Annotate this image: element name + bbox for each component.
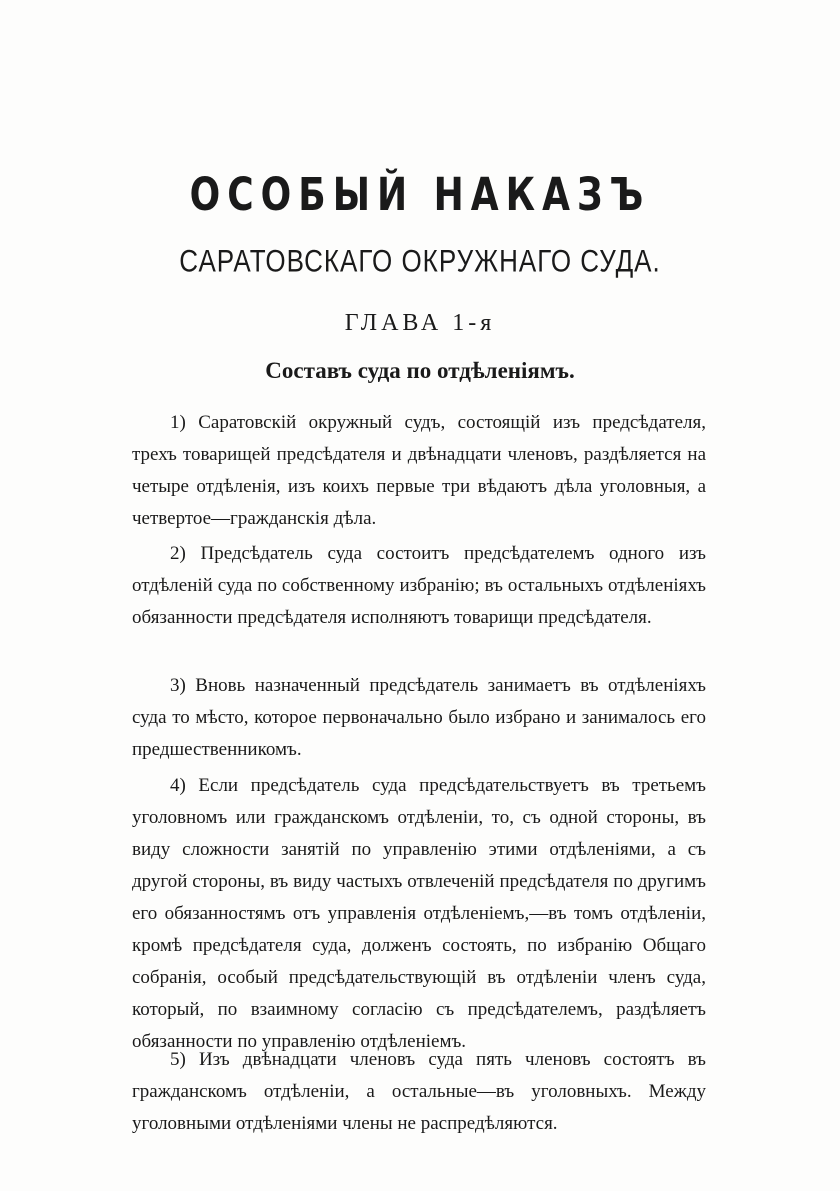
document-subtitle: САРАТОВСКАГО ОКРУЖНАГО СУДА.: [179, 242, 661, 279]
paragraph-2: 2) Предсѣдатель суда состоитъ предсѣдателемъ одного изъ отдѣленій суда по собственному избранію; въ остальныхъ отдѣленіяхъ обязанности предсѣдателя исполняютъ товарищи предсѣдателя.: [132, 543, 706, 628]
paragraph-4: 4) Если предсѣдатель суда предсѣдательствуетъ въ третьемъ уголовномъ или гражданскомъ отдѣленіи, то, съ одной стороны, въ виду сложности занятій по управленію этими отдѣленіями, а съ другой стороны, въ виду частыхъ отвлеченій предсѣдателя по другимъ его обязанностямъ отъ управленія отдѣленіемъ,—въ томъ отдѣленіи, кромѣ предсѣдателя суда, долженъ состоять, по избранію Общаго собранія, особый предсѣдательствующій въ отдѣленіи членъ суда, который, по взаимному согласію съ предсѣдателемъ, раздѣляетъ обязанности по управленію отдѣленіемъ.: [132, 775, 706, 1052]
paragraph-3: 3) Вновь назначенный предсѣдатель занимаетъ въ отдѣленіяхъ суда то мѣсто, которое первоначально было избрано и занималось его предшественникомъ.: [132, 675, 706, 760]
paragraph-5: 5) Изъ двѣнадцати членовъ суда пять членовъ состоятъ въ гражданскомъ отдѣленіи, а остальные—въ уголовныхъ. Между уголовными отдѣленіями члены не распредѣляются.: [132, 1049, 706, 1134]
chapter-heading: ГЛАВА 1-я: [344, 310, 496, 336]
document-title: ОСОБЫЙ НАКАЗЪ: [189, 170, 651, 222]
section-heading: Составъ суда по отдѣленіямъ.: [265, 358, 575, 383]
paragraph-1: 1) Саратовскій окружный судъ, состоящій изъ предсѣдателя, трехъ товарищей предсѣдателя и двѣнадцати членовъ, раздѣляется на четыре отдѣленія, изъ коихъ первые три вѣдаютъ дѣла уголовныя, а четвертое—гражданскія дѣла.: [132, 412, 706, 529]
